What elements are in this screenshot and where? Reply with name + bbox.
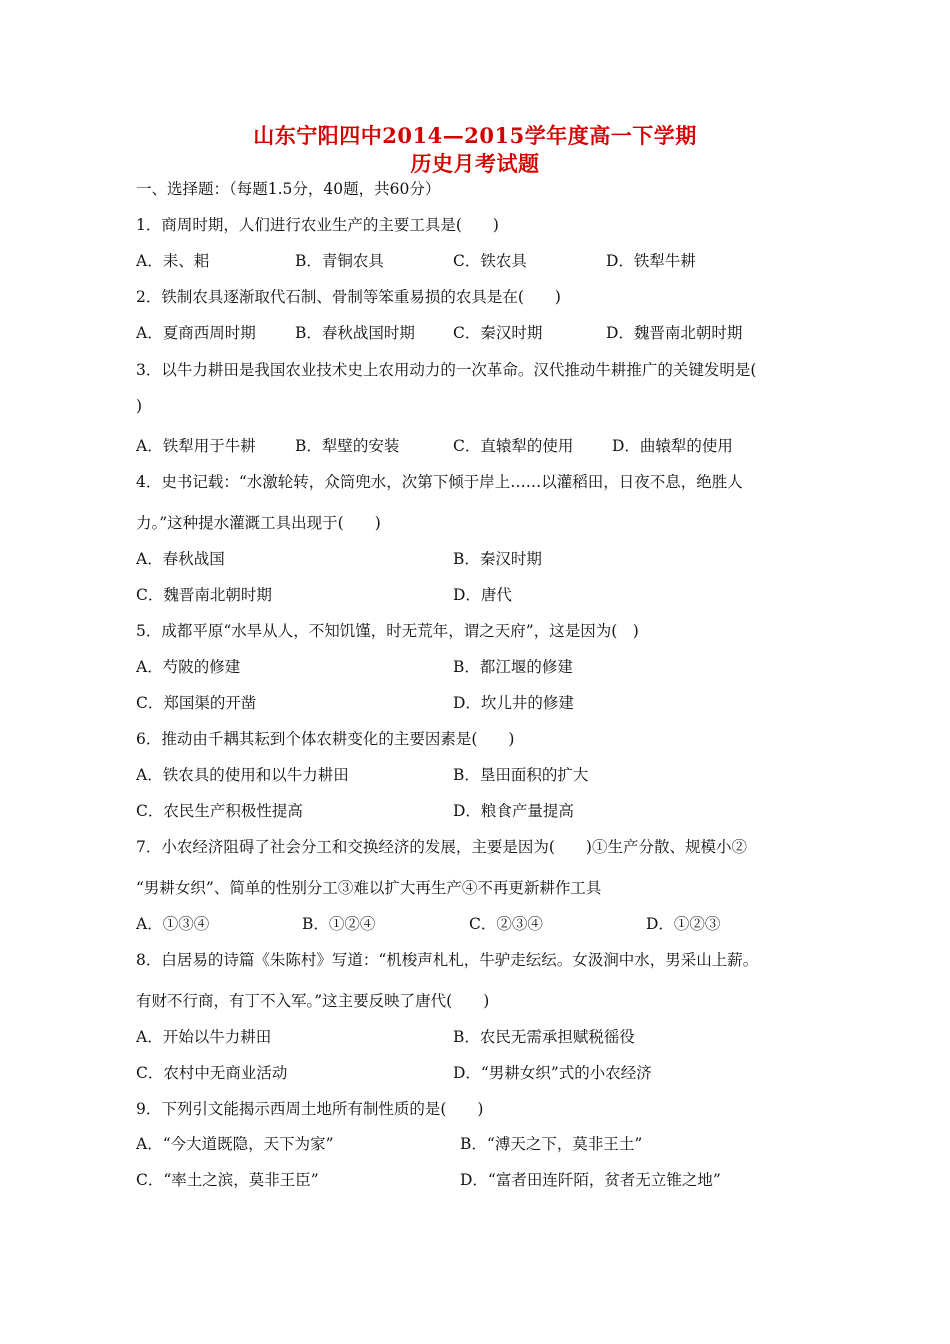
section-header: 一、选择题：（每题1.5分，40题，共60分） — [136, 180, 441, 198]
question-4-option-c: C．魏晋南北朝时期 — [136, 586, 272, 604]
question-3-option-b: B．犁壁的安装 — [295, 437, 400, 455]
question-5-option-a: A．芍陂的修建 — [136, 658, 241, 676]
question-3-stem-line1: 3．以牛力耕田是我国农业技术史上农用动力的一次革命。汉代推动牛耕推广的关键发明是( — [136, 361, 757, 379]
question-9-stem: 9．下列引文能揭示西周土地所有制性质的是( ) — [136, 1100, 484, 1118]
question-5-option-d: D．坎儿井的修建 — [453, 694, 574, 712]
question-1-option-c: C．铁农具 — [453, 252, 527, 270]
question-2-option-c: C．秦汉时期 — [453, 324, 543, 342]
question-4-option-d: D．唐代 — [453, 586, 512, 604]
question-5-option-c: C．郑国渠的开凿 — [136, 694, 257, 712]
question-1-option-b: B．青铜农具 — [295, 252, 384, 270]
question-2-stem: 2．铁制农具逐渐取代石制、骨制等笨重易损的农具是在( ) — [136, 288, 561, 306]
question-4-option-a: A．春秋战国 — [136, 550, 225, 568]
question-2-option-d: D．魏晋南北朝时期 — [606, 324, 743, 342]
question-6-option-a: A．铁农具的使用和以牛力耕田 — [136, 766, 349, 784]
question-7-option-a: A．①③④ — [136, 915, 210, 933]
question-7-option-c: C．②③④ — [469, 915, 543, 933]
question-8-option-a: A．开始以牛力耕田 — [136, 1028, 272, 1046]
question-8-stem-line2: 有财不行商，有丁不入军。”这主要反映了唐代( ) — [136, 992, 490, 1010]
question-7-option-d: D．①②③ — [646, 915, 721, 933]
question-9-option-c: C．“率土之滨，莫非王臣” — [136, 1171, 319, 1189]
question-1-option-d: D．铁犁牛耕 — [606, 252, 696, 270]
question-8-option-c: C．农村中无商业活动 — [136, 1064, 288, 1082]
question-7-stem-line1: 7．小农经济阻碍了社会分工和交换经济的发展，主要是因为( )①生产分散、规模小② — [136, 838, 747, 856]
question-9-option-d: D．“富者田连阡陌，贫者无立锥之地” — [460, 1171, 721, 1189]
question-6-option-d: D．粮食产量提高 — [453, 802, 574, 820]
question-3-option-a: A．铁犁用于牛耕 — [136, 437, 256, 455]
question-2-option-a: A．夏商西周时期 — [136, 324, 256, 342]
question-8-option-d: D．“男耕女织”式的小农经济 — [453, 1064, 652, 1082]
question-4-option-b: B．秦汉时期 — [453, 550, 542, 568]
question-3-option-c: C．直辕犁的使用 — [453, 437, 574, 455]
exam-title-line2: 历史月考试题 — [410, 151, 540, 176]
exam-title-line1: 山东宁阳四中2014—2015学年度高一下学期 — [253, 123, 697, 148]
question-6-stem: 6．推动由千耦其耘到个体农耕变化的主要因素是( ) — [136, 730, 515, 748]
question-1-stem: 1．商周时期，人们进行农业生产的主要工具是( ) — [136, 216, 499, 234]
question-2-option-b: B．春秋战国时期 — [295, 324, 415, 342]
question-4-stem-line1: 4．史书记载：“水激轮转，众筒兜水，次第下倾于岸上……以灌稻田，日夜不息，绝胜人 — [136, 473, 743, 491]
question-3-option-d: D．曲辕犁的使用 — [612, 437, 733, 455]
question-9-option-a: A．“今大道既隐，天下为家” — [136, 1135, 334, 1153]
question-1-option-a: A．耒、耜 — [136, 252, 210, 270]
question-7-option-b: B．①②④ — [302, 915, 376, 933]
question-6-option-c: C．农民生产积极性提高 — [136, 802, 303, 820]
question-7-stem-line2: “男耕女织”、简单的性别分工③难以扩大再生产④不再更新耕作工具 — [136, 879, 602, 897]
question-9-option-b: B．“溥天之下，莫非王土” — [460, 1135, 643, 1153]
question-8-option-b: B．农民无需承担赋税徭役 — [453, 1028, 635, 1046]
question-3-stem-line2: ) — [136, 397, 143, 415]
question-4-stem-line2: 力。”这种提水灌溉工具出现于( ) — [136, 514, 381, 532]
question-5-stem: 5．成都平原“水旱从人，不知饥馑，时无荒年，谓之天府”，这是因为( ) — [136, 622, 639, 640]
question-8-stem-line1: 8．白居易的诗篇《朱陈村》写道：“机梭声札札，牛驴走纭纭。女汲涧中水，男采山上薪。 — [136, 951, 759, 969]
question-5-option-b: B．都江堰的修建 — [453, 658, 573, 676]
question-6-option-b: B．垦田面积的扩大 — [453, 766, 589, 784]
